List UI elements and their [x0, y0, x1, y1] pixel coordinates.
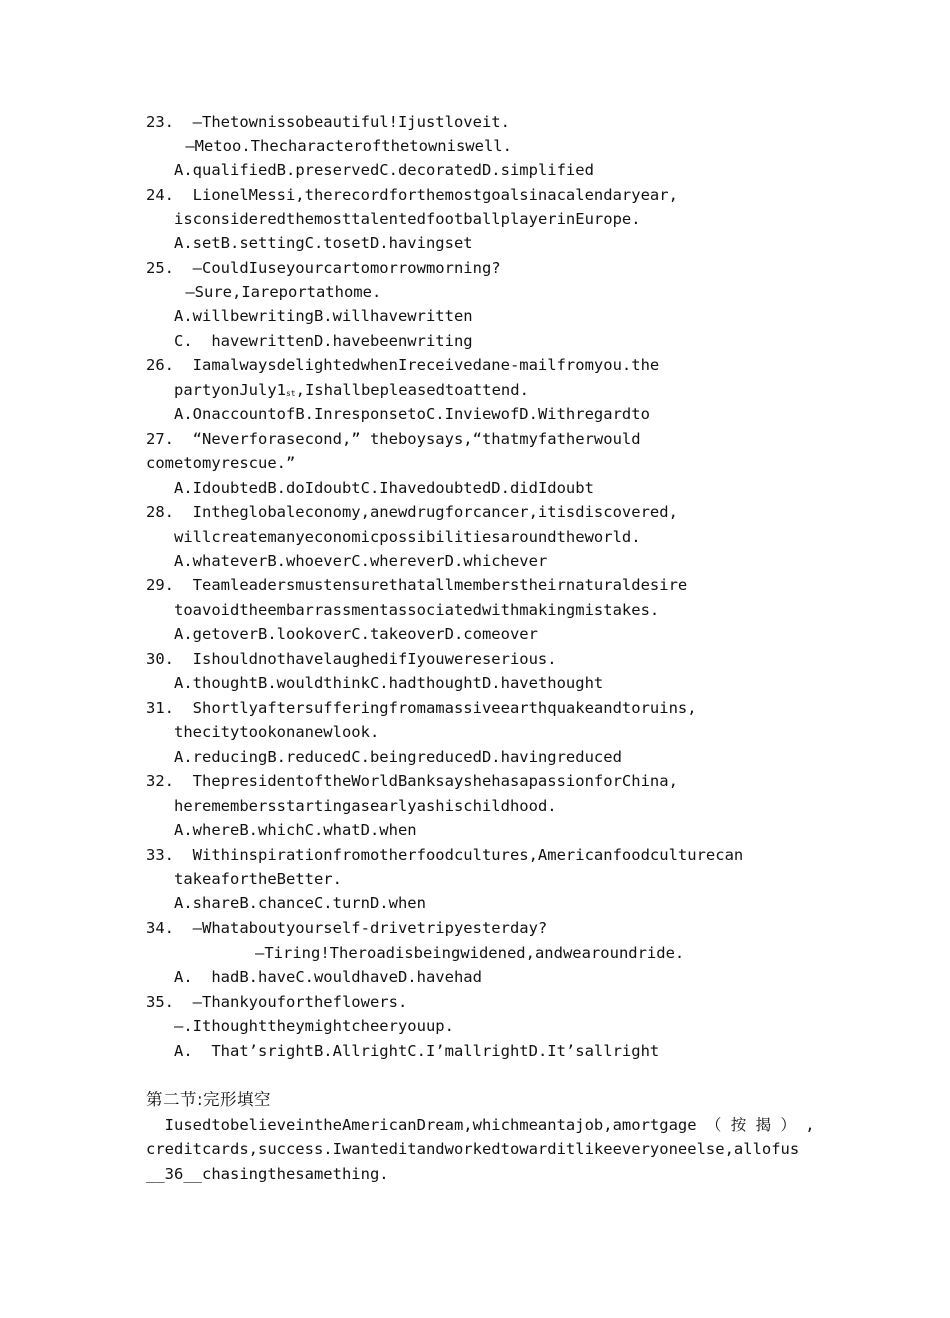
superscript-st: st	[285, 389, 296, 398]
question-33-stem-cont: takeafortheBetter.	[174, 870, 342, 888]
question-23-stem: 23. —Thetownissobeautiful!Ijustloveit.	[146, 113, 510, 131]
question-25-stem: 25. —CouldIuseyourcartomorrowmorning?	[146, 259, 501, 277]
question-34-options: A. hadB.haveC.wouldhaveD.havehad	[174, 968, 482, 986]
question-34-stem: 34. —Whataboutyourself-drivetripyesterday?	[146, 919, 548, 937]
question-28-options: A.whateverB.whoeverC.whereverD.whichever	[174, 552, 548, 570]
question-32-stem-cont: heremembersstartingasearlyashischildhood.	[174, 797, 557, 815]
question-29-options: A.getoverB.lookoverC.takeoverD.comeover	[174, 625, 538, 643]
question-31-stem-cont: thecitytookonanewlook.	[174, 723, 380, 741]
question-25-options: A.willbewritingB.willhavewritten	[174, 307, 473, 325]
question-24-stem-cont: isconsideredthemosttalentedfootballplayerinEurope.	[174, 210, 641, 228]
question-31-stem: 31. Shortlyaftersufferingfromamassiveearthquakeandtoruins,	[146, 699, 697, 717]
question-23-options: A.qualifiedB.preservedC.decoratedD.simplified	[174, 161, 594, 179]
question-27-options: A.IdoubtedB.doIdoubtC.IhavedoubtedD.didIdoubt	[174, 479, 594, 497]
question-35-options: A. That’srightB.AllrightC.I’mallrightD.It’sallright	[174, 1042, 660, 1060]
question-25-reply: —Sure,Iareportathome.	[176, 283, 382, 301]
question-24-stem: 24. LionelMessi,therecordforthemostgoalsinacalendaryear,	[146, 186, 678, 204]
question-25-options-cont: C. havewrittenD.havebeenwriting	[174, 332, 473, 350]
question-35-stem: 35. —Thankyoufortheflowers.	[146, 993, 408, 1011]
question-32-options: A.whereB.whichC.whatD.when	[174, 821, 417, 839]
question-33-stem: 33. Withinspirationfromotherfoodcultures,Americanfoodculturecan	[146, 846, 744, 864]
cloze-paragraph-line-2: creditcards,success.Iwanteditandworkedtowarditlikeeveryoneelse,allofus	[146, 1140, 800, 1158]
question-26-stem: 26. IamalwaysdelightedwhenIreceivedane-mailfromyou.the	[146, 356, 660, 374]
question-31-options: A.reducingB.reducedC.beingreducedD.havingreduced	[174, 748, 622, 766]
question-28-stem-cont: willcreatemanyeconomicpossibilitiesaroundtheworld.	[174, 528, 641, 546]
question-28-stem: 28. Intheglobaleconomy,anewdrugforcancer,itisdiscovered,	[146, 503, 678, 521]
question-29-stem-cont: toavoidtheembarrassmentassociatedwithmakingmistakes.	[174, 601, 660, 619]
section-2-title: 第二节:完形填空	[146, 1090, 272, 1109]
question-27-stem-cont: cometomyrescue.”	[146, 454, 296, 472]
question-23-reply: —Metoo.Thecharacterofthetowniswell.	[176, 137, 512, 155]
question-33-options: A.shareB.chanceC.turnD.when	[174, 894, 426, 912]
question-30-options: A.thoughtB.wouldthinkC.hadthoughtD.havethought	[174, 674, 604, 692]
question-30-stem: 30. IshouldnothavelaughedifIyouwereserious.	[146, 650, 557, 668]
question-35-reply: —.Ithoughttheymightcheeryouup.	[174, 1017, 454, 1035]
question-27-stem: 27. “Neverforasecond,” theboysays,“thatmyfatherwould	[146, 430, 641, 448]
question-29-stem: 29. Teamleadersmustensurethatallmemberstheirnaturaldesire	[146, 576, 688, 594]
cloze-paragraph-line-3: __36__chasingthesamething.	[146, 1165, 389, 1183]
question-34-reply: —Tiring!Theroadisbeingwidened,andwearoundride.	[255, 944, 685, 962]
question-24-options: A.setB.settingC.tosetD.havingset	[174, 234, 473, 252]
cloze-paragraph-line-1: IusedtobelieveintheAmericanDream,whichmeantajob,amortgage （ 按 揭 ） ,	[146, 1116, 815, 1134]
question-26-stem-cont: partyonJuly1st,Ishallbepleasedtoattend.	[174, 381, 529, 399]
question-32-stem: 32. ThepresidentoftheWorldBanksayshehasapassionforChina,	[146, 772, 678, 790]
question-26-options: A.OnaccountofB.InresponsetoC.InviewofD.Withregardto	[174, 405, 650, 423]
